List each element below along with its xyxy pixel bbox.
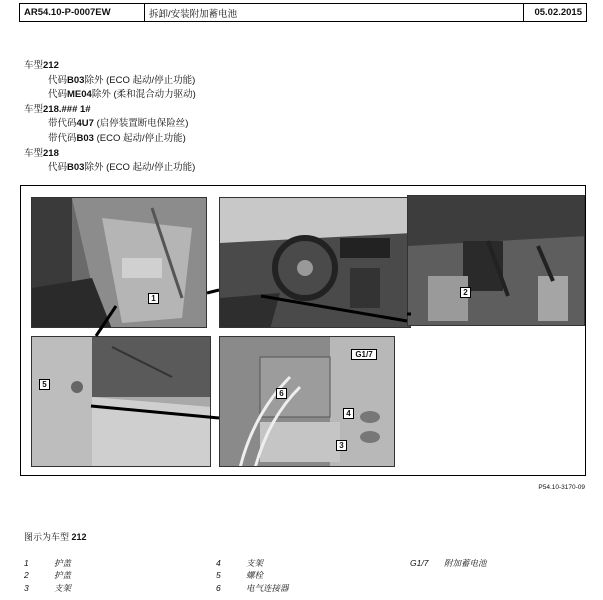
figure-caption: 图示为车型 212 <box>24 532 87 542</box>
figure-id: P54.10-3170-09 <box>538 484 585 491</box>
document-header <box>19 3 587 22</box>
model-note: 带代码4U7 (启停装置断电保险丝) <box>48 118 189 130</box>
callout-5: 5 <box>39 379 50 390</box>
callout-2: 2 <box>460 287 471 298</box>
doc-code: AR54.10-P-0007EW <box>20 4 145 21</box>
legend-col-3 <box>410 557 487 569</box>
connector-lines <box>21 186 587 477</box>
legend-item: 3 支架 <box>24 582 72 593</box>
callout-4: 4 <box>343 408 354 419</box>
callout-3: 3 <box>336 440 347 451</box>
legend-item: 5 螺栓 <box>216 570 264 581</box>
legend-item: 4 支架 <box>216 558 264 568</box>
legend-col-2 <box>216 557 289 594</box>
model-applicability <box>24 59 196 176</box>
callout-6: 6 <box>276 388 287 399</box>
model-note: 代码B03除外 (ECO 起动/停止功能) <box>48 74 196 86</box>
legend-item: 1 护盖 <box>24 558 72 568</box>
legend-item: 2 护盖 <box>24 570 72 581</box>
legend-col-1 <box>24 557 71 594</box>
doc-title: 拆卸/安装附加蓄电池 <box>145 4 524 21</box>
model-note: 代码B03除外 (ECO 起动/停止功能) <box>48 162 196 174</box>
callout-g1-7: G1/7 <box>351 349 377 360</box>
model-heading: 车型218.### 1# <box>24 103 91 115</box>
model-heading: 车型212 <box>24 60 59 71</box>
legend-item: G1/7 附加蓄电池 <box>410 558 487 568</box>
model-note: 代码ME04除外 (柔和混合动力驱动) <box>48 89 196 101</box>
illustration-figure <box>20 185 586 476</box>
doc-date: 05.02.2015 <box>534 7 582 18</box>
model-heading: 车型218 <box>24 147 59 159</box>
legend-item: 6 电气连接器 <box>216 582 289 593</box>
model-note: 带代码B03 (ECO 起动/停止功能) <box>48 132 186 144</box>
callout-1: 1 <box>148 293 159 304</box>
